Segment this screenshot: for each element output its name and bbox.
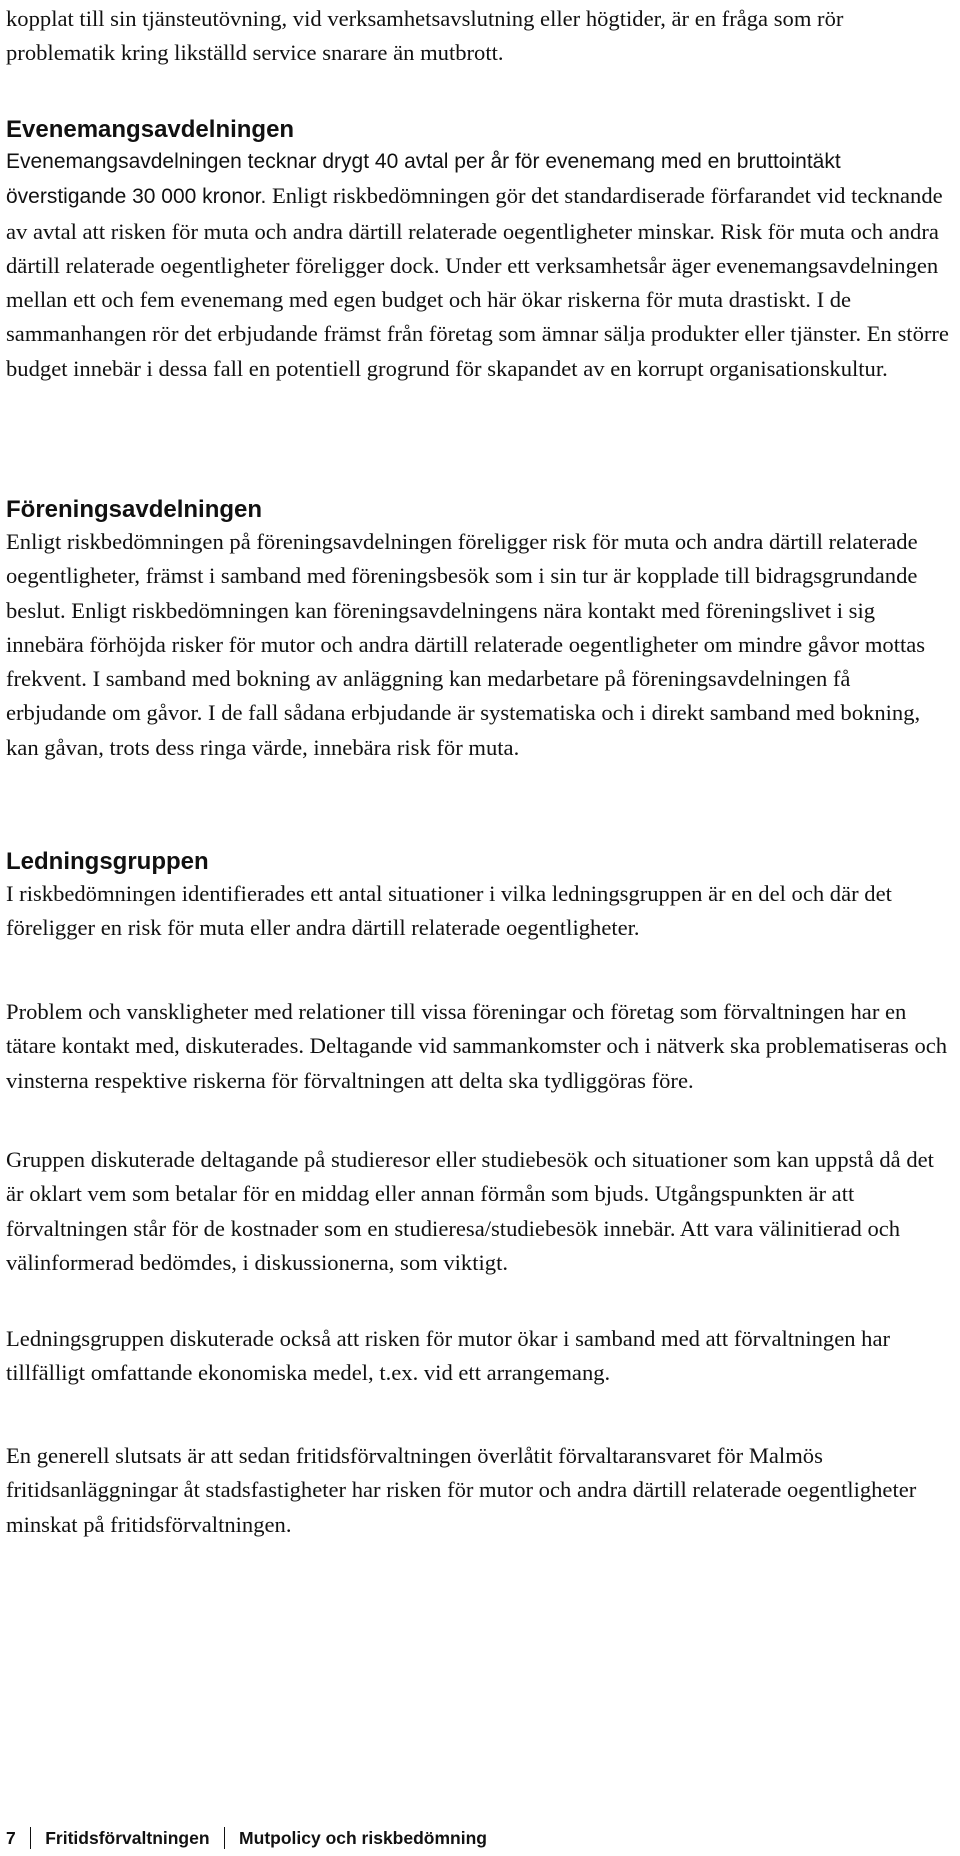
ledning-paragraph-3 — [6, 1143, 954, 1280]
footer-divider — [30, 1827, 32, 1849]
ledning-paragraph-2 — [6, 995, 954, 1098]
footer-document-title: Mutpolicy och riskbedömning — [239, 1827, 487, 1848]
footer-divider — [224, 1827, 226, 1849]
evenemang-text-a: Evenemangsavdelningen tecknar drygt 40 avtal per år för evenemang med en bruttointäkt överstigande 30 000 kronor. — [6, 150, 841, 209]
forening-text: Enligt riskbedömningen på föreningsavdelningen föreligger risk för muta och andra därtill relaterade oegentligheter, främst i samband med föreningsbesök som i sin tur är kopplade till bidragsgrundande beslut. Enligt riskbedömningen kan föreningsavdelningens nära kontakt med föreningslivet i sig innebära förhöjda risker för mutor och andra därtill relaterade oegentligheter om mindre gåvor mottas frekvent. I samband med bokning av anläggning kan medarbetare på föreningsavdelningen få erbjudande om gåvor. I de fall sådana erbjudande är systematiska och i direkt samband med bokning, kan gåvan, trots dess ringa värde, innebära risk för muta. — [6, 529, 926, 760]
ledning-paragraph-5 — [6, 1439, 954, 1542]
intro-text: kopplat till sin tjänsteutövning, vid verksamhetsavslutning eller högtider, är en fråga som rör problematik kring likställd service snarare än mutbrott. — [6, 6, 844, 66]
ledning-text-2: Problem och vanskligheter med relationer till vissa föreningar och företag som förvaltningen har en tätare kontakt med, diskuterades. Deltagande vid sammankomster och i nätverk ska problematiseras och vinsterna respektive riskerna för förvaltningen att delta ska tydliggöras före. — [6, 999, 948, 1093]
evenemang-text-b: Enligt riskbedömningen gör det standardiserade förfarandet vid tecknande av avtal att risken för muta och andra därtill relaterade oegentligheter minskar. Risk för muta och andra därtill relaterade oegentligheter föreligger dock. Under ett verksamhetsår äger evenemangsavdelningen mellan ett och fem evenemang med egen budget och här ökar riskerna för muta drastiskt. — [6, 183, 943, 313]
ledning-paragraph-1 — [6, 877, 954, 946]
forening-paragraph — [6, 525, 954, 765]
page-footer — [6, 1826, 487, 1850]
heading-foreningsavdelningen: Föreningsavdelningen — [6, 496, 263, 523]
intro-paragraph — [6, 2, 954, 71]
page-number: 7 — [6, 1827, 16, 1848]
ledning-paragraph-4 — [6, 1322, 954, 1391]
ledning-text-5: En generell slutsats är att sedan fritidsförvaltningen överlåtit förvaltaransvaret för Malmös fritidsanläggningar åt stadsfastigheter har risken för mutor och andra därtill relaterade oegentligheter minskat på fritidsförvaltningen. — [6, 1443, 917, 1537]
ledning-text-4: Ledningsgruppen diskuterade också att risken för mutor ökar i samband med att förvaltningen har tillfälligt omfattande ekonomiska medel, t.ex. vid ett arrangemang. — [6, 1326, 891, 1386]
ledning-text-1: I riskbedömningen identifierades ett antal situationer i vilka ledningsgruppen är en del och där det föreligger en risk för muta eller andra därtill relaterade oegentligheter. — [6, 881, 892, 941]
footer-department: Fritidsförvaltningen — [45, 1827, 210, 1848]
ledning-text-3: Gruppen diskuterade deltagande på studieresor eller studiebesök och situationer som kan uppstå då det är oklart vem som betalar för en middag eller annan förmån som bjuds. Utgångspunkten är att förvaltningen står för de kostnader som en studieresa/studiebesök innebär. Att vara välinitierad och välinformerad bedömdes, i diskussionerna, som viktigt. — [6, 1147, 934, 1275]
heading-evenemangsavdelningen: Evenemangsavdelningen — [6, 116, 295, 143]
evenemang-paragraph — [6, 144, 954, 386]
evenemang-text-c: I de sammanhangen rör det erbjudande främst från företag som ämnar sälja produkter eller tjänster. En större budget innebär i dessa fall en potentiell grogrund för skapandet av en korrupt organisationskultur. — [6, 287, 949, 381]
heading-ledningsgruppen: Ledningsgruppen — [6, 848, 209, 875]
